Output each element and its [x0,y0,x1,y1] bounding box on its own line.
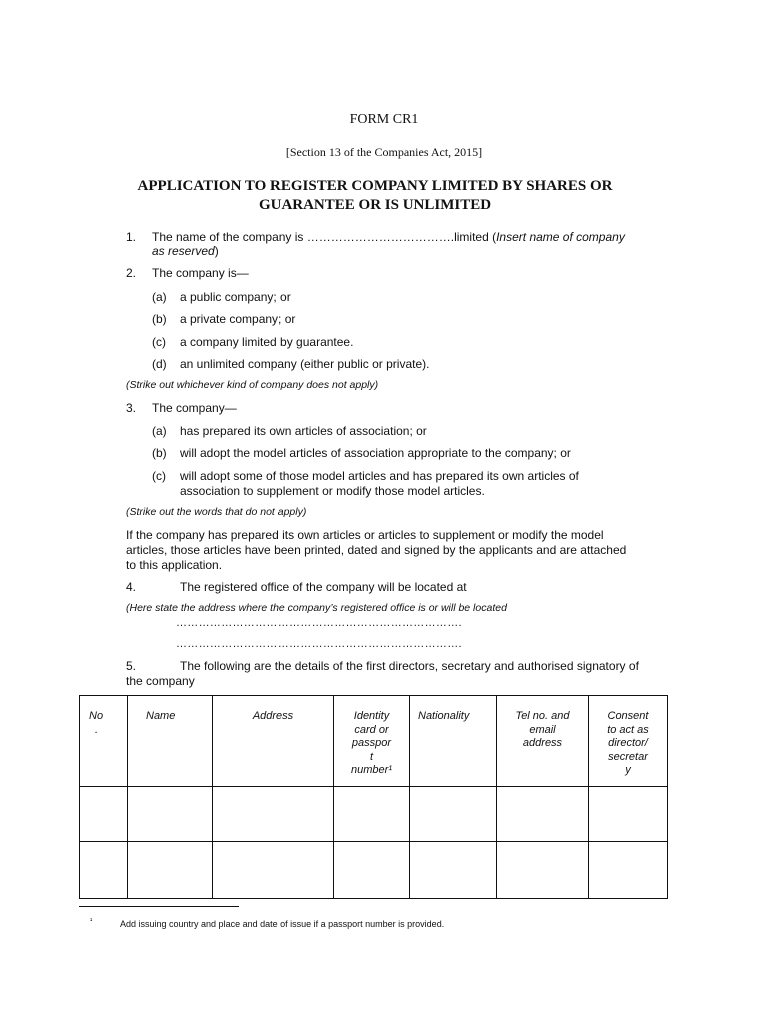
item-5-text-cont: the company [126,674,195,688]
table-cell[interactable] [128,842,213,899]
footnote-text: Add issuing country and place and date of issue if a passport number is provided. [120,919,445,929]
item-3-number: 3. [126,401,137,415]
header-line: t [369,750,374,763]
option-text: will adopt some of those model articles and has prepared its own articles of [180,469,579,483]
item-1-instruction-cont: as reserved [152,244,215,258]
company-name-line: The name of the company is ……………………………….limited ( [152,230,497,244]
option-label: (d) [152,357,167,371]
item-5-text: The following are the details of the first directors, secretary and authorised signatory of [180,659,639,673]
address-line-2: …………………………………………………………………. [176,638,462,650]
item-3-paragraph-line: If the company has prepared its own articles or articles to supplement or modify the model [126,528,604,542]
table-row [80,787,668,842]
table-cell[interactable] [213,842,334,899]
main-title: APPLICATION TO REGISTER COMPANY LIMITED BY SHARES OR GUARANTEE OR IS UNLIMITED [137,178,613,213]
column-header-address [213,696,334,787]
item-3-text: The company— [152,401,237,415]
item-3-note: (Strike out the words that do not apply) [126,506,307,518]
table-header-row [80,696,668,787]
table-cell[interactable] [128,787,213,842]
header-line: card or [354,723,389,736]
option-text-cont: association to supplement or modify those model articles. [180,484,485,498]
column-header-no [80,696,128,787]
option-label: (b) [152,446,167,460]
table-cell[interactable] [410,787,497,842]
item-5-number: 5. [126,659,137,673]
item-2-note: (Strike out whichever kind of company does not apply) [126,379,379,391]
column-header-identity [334,696,410,787]
header-line: . [95,723,99,736]
header-line: email [529,723,556,736]
item-3-paragraph-line: to this application. [126,558,223,572]
header-line: secretar [608,750,648,763]
option-text: an unlimited company (either public or private). [180,357,430,371]
table-cell[interactable] [589,842,668,899]
footnote-marker: ¹ [90,918,93,925]
option-text: a private company; or [180,312,296,326]
header-line: number¹ [351,764,392,776]
table-cell[interactable] [334,787,410,842]
item-1-close: ) [214,244,219,258]
header-line: address [522,737,563,749]
table-cell[interactable] [497,787,589,842]
header-line: passpor [351,737,392,749]
item-1-instruction: Insert name of company [496,230,625,244]
table-cell[interactable] [589,787,668,842]
option-label: (a) [152,424,167,438]
header-line: Nationality [418,710,470,722]
table-cell[interactable] [80,787,128,842]
header-line: director/ [608,737,648,749]
table-cell[interactable] [334,842,410,899]
item-2-text: The company is— [152,266,249,280]
header-line: y [625,764,631,776]
table-cell[interactable] [213,787,334,842]
column-header-contact [497,696,589,787]
table-cell[interactable] [497,842,589,899]
item-3-paragraph-line: articles, those articles have been printed, dated and signed by the applicants and are attached [126,543,627,557]
column-header-nationality [410,696,497,787]
header-line: Tel no. and [515,710,570,722]
section-reference: [Section 13 of the Companies Act, 2015] [285,145,483,159]
header-line: Identity [353,710,390,722]
header-line: Name [146,710,176,722]
item-4-number: 4. [126,580,137,594]
header-line: No [89,710,104,722]
column-header-name [128,696,213,787]
directors-details-table [79,695,668,899]
option-label: (a) [152,290,167,304]
header-line: to act as [607,723,649,736]
item-1-text [152,230,662,258]
table-row [80,842,668,899]
option-text: a company limited by guarantee. [180,335,354,349]
table-cell[interactable] [410,842,497,899]
option-label: (c) [152,335,166,349]
table-cell[interactable] [80,842,128,899]
item-4-text: The registered office of the company will be located at [180,580,467,594]
address-line-1: …………………………………………………………………. [176,617,462,629]
item-4-note: (Here state the address where the company’s registered office is or will be located [126,602,507,614]
option-text: will adopt the model articles of association appropriate to the company; or [180,446,571,460]
column-header-consent [589,696,668,787]
header-line: Consent [607,710,649,722]
form-title: FORM CR1 [349,112,419,127]
item-2-number: 2. [126,266,137,280]
option-text: has prepared its own articles of association; or [180,424,427,438]
header-line: Address [252,710,294,722]
footnote-separator [79,906,239,907]
option-label: (c) [152,469,166,483]
item-1-number: 1. [126,230,137,244]
option-label: (b) [152,312,167,326]
option-text: a public company; or [180,290,291,304]
